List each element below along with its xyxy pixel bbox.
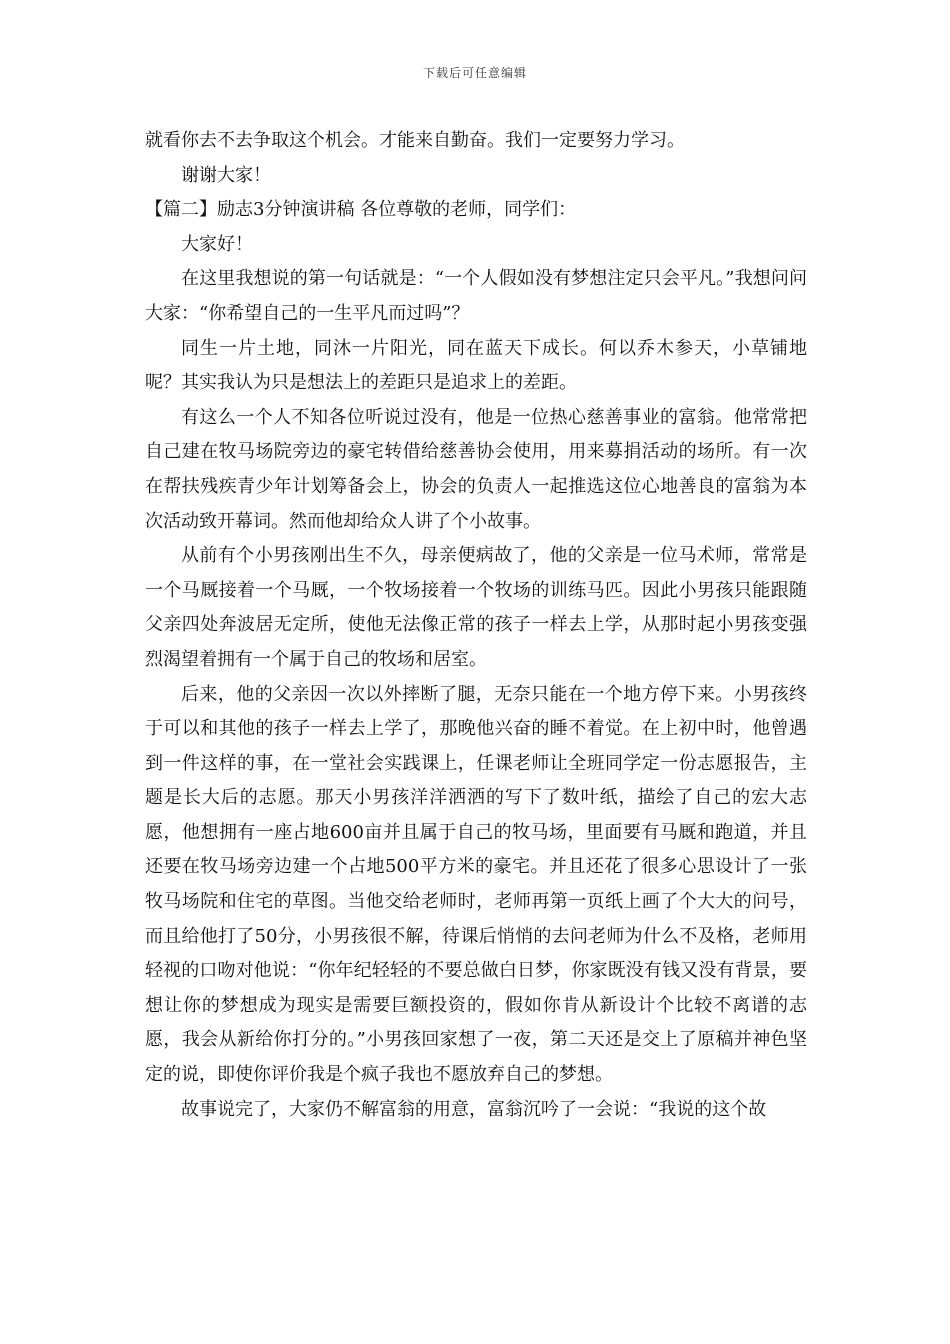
paragraph-later: 后来，他的父亲因一次以外摔断了腿，无奈只能在一个地方停下来。小男孩终于可以和其他的孩子一样去上学了，那晚他兴奋的睡不着觉。在上初中时，他曾遇到一件这样的事，在一堂社会实践课上，任课老师让全班同学定一份志愿报告，主题是长大后的志愿。那天小男孩洋洋洒洒的写下了数叶纸，描绘了自己的宏大志愿，他想拥有一座占地600亩并且属于自己的牧马场，里面要有马厩和跑道，并且还要在牧马场旁边建一个占地500平方米的豪宅。并且还花了很多心思设计了一张牧马场院和住宅的草图。当他交给老师时，老师再第一页纸上画了个大大的问号，而且给他打了50分，小男孩很不解，待课后悄悄的去问老师为什么不及格，老师用轻视的口吻对他说：“你年纪轻轻的不要总做白日梦，你家既没有钱又没有背景，要想让你的梦想成为现实是需要巨额投资的，假如你肯从新设计个比较不离谱的志愿，我会从新给你打分的。”小男孩回家想了一夜，第二天还是交上了原稿并神色坚定的说，即使你评价我是个疯子我也不愿放弃自己的梦想。 [145,683,807,1086]
paragraph-closing-line: 就看你去不去争取这个机会。才能来自勤奋。我们一定要努力学习。 [145,130,685,151]
section-heading: 【篇二】励志3分钟演讲稿 各位尊敬的老师，同学们： [145,199,577,221]
paragraph-rich-man: 有这么一个人不知各位听说过没有，他是一位热心慈善事业的富翁。他常常把自己建在牧马场院旁边的豪宅转借给慈善协会使用，用来募捐活动的场所。有一次在帮扶残疾青少年计划筹备会上，协会的负责人一起推选这位心地善良的富翁为本次活动致开幕词。然而他却给众人讲了个小故事。 [145,406,807,532]
paragraph-story-end: 故事说完了，大家仍不解富翁的用意，富翁沉吟了一会说：“我说的这个故 [181,1098,767,1120]
page-header: 下载后可任意编辑 [422,66,527,80]
paragraph-little-boy: 从前有个小男孩刚出生不久，母亲便病故了，他的父亲是一位马术师，常常是一个马厩接着一个马厩，一个牧场接着一个牧场的训练马匹。因此小男孩只能跟随父亲四处奔波居无定所，使他无法像正常的孩子一样去上学，从那时起小男孩变强烈渴望着拥有一个属于自己的牧场和居室。 [145,545,807,670]
paragraph-same-land: 同生一片土地，同沐一片阳光，同在蓝天下成长。何以乔木参天，小草铺地呢？其实我认为只是想法上的差距只是追求上的差距。 [145,337,807,394]
paragraph-thanks: 谢谢大家！ [181,164,271,186]
paragraph-greeting: 大家好！ [181,233,253,255]
document-body [145,124,807,1127]
paragraph-dream-question: 在这里我想说的第一句话就是：“一个人假如没有梦想注定只会平凡。”我想问问大家：“你希望自己的一生平凡而过吗”？ [145,268,807,324]
